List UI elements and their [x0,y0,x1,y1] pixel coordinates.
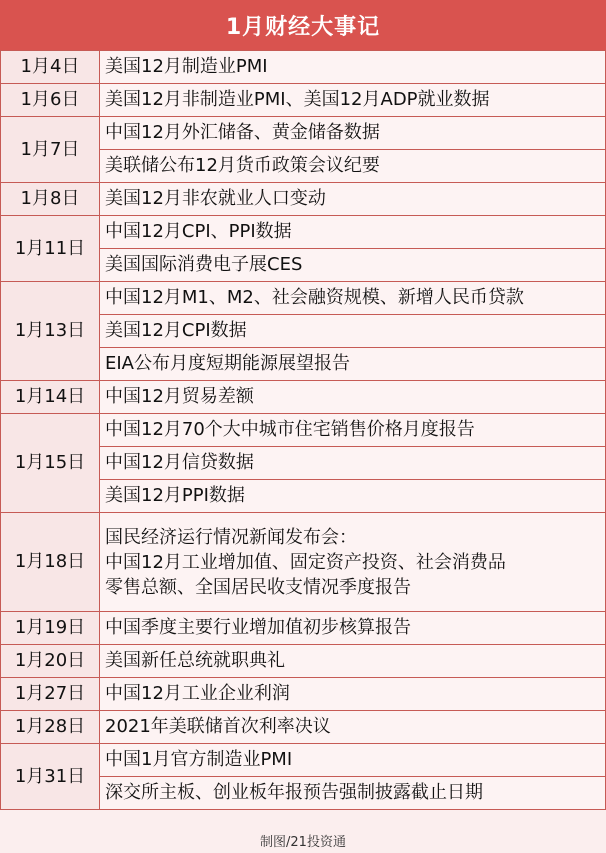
event-line: 中国12月工业增加值、固定资产投资、社会消费品 [105,551,506,573]
event-cell: 中国12月信贷数据 [100,447,606,480]
table-row [1,381,606,414]
date-cell: 1月14日 [1,381,100,414]
date-cell: 1月28日 [1,711,100,744]
event-cell: 中国1月官方制造业PMI [100,744,606,777]
event-cell: 中国12月贸易差额 [100,381,606,414]
event-line: 零售总额、全国居民收支情况季度报告 [105,576,411,598]
event-line: 国民经济运行情况新闻发布会： [105,526,357,548]
event-cell: 美国12月PPI数据 [100,480,606,513]
date-cell: 1月11日 [1,216,100,282]
events-table [0,50,606,810]
date-cell: 1月13日 [1,282,100,381]
event-cell: 中国12月M1、M2、社会融资规模、新增人民币贷款 [100,282,606,315]
event-cell: 中国12月工业企业利润 [100,678,606,711]
source-credit: 制图/21投资通 [260,835,346,850]
table-row [1,612,606,645]
event-cell: 2021年美联储首次利率决议 [100,711,606,744]
event-cell: 美国12月CPI数据 [100,315,606,348]
table-row [1,183,606,216]
table-row [1,84,606,117]
event-cell: 美联储公布12月货币政策会议纪要 [100,150,606,183]
table-row [1,513,606,612]
date-cell: 1月18日 [1,513,100,612]
event-cell-multiline [100,513,606,612]
table-row [1,216,606,249]
date-cell: 1月6日 [1,84,100,117]
date-cell: 1月8日 [1,183,100,216]
page-title: 1月财经大事记 [0,0,606,50]
date-cell: 1月27日 [1,678,100,711]
date-cell: 1月15日 [1,414,100,513]
table-row [1,645,606,678]
date-cell: 1月4日 [1,51,100,84]
table-row [1,711,606,744]
table-row [1,744,606,777]
table-row [1,51,606,84]
event-cell: 中国12月70个大中城市住宅销售价格月度报告 [100,414,606,447]
table-row [1,678,606,711]
table-row [1,117,606,150]
table-row [1,282,606,315]
event-cell: EIA公布月度短期能源展望报告 [100,348,606,381]
event-cell: 中国12月CPI、PPI数据 [100,216,606,249]
event-cell: 深交所主板、创业板年报预告强制披露截止日期 [100,777,606,810]
event-cell: 中国季度主要行业增加值初步核算报告 [100,612,606,645]
date-cell: 1月19日 [1,612,100,645]
event-cell: 美国12月非农就业人口变动 [100,183,606,216]
event-cell: 美国新任总统就职典礼 [100,645,606,678]
table-row [1,414,606,447]
event-cell: 美国12月非制造业PMI、美国12月ADP就业数据 [100,84,606,117]
event-cell: 美国国际消费电子展CES [100,249,606,282]
date-cell: 1月7日 [1,117,100,183]
event-cell: 美国12月制造业PMI [100,51,606,84]
date-cell: 1月20日 [1,645,100,678]
date-cell: 1月31日 [1,744,100,810]
event-cell: 中国12月外汇储备、黄金储备数据 [100,117,606,150]
